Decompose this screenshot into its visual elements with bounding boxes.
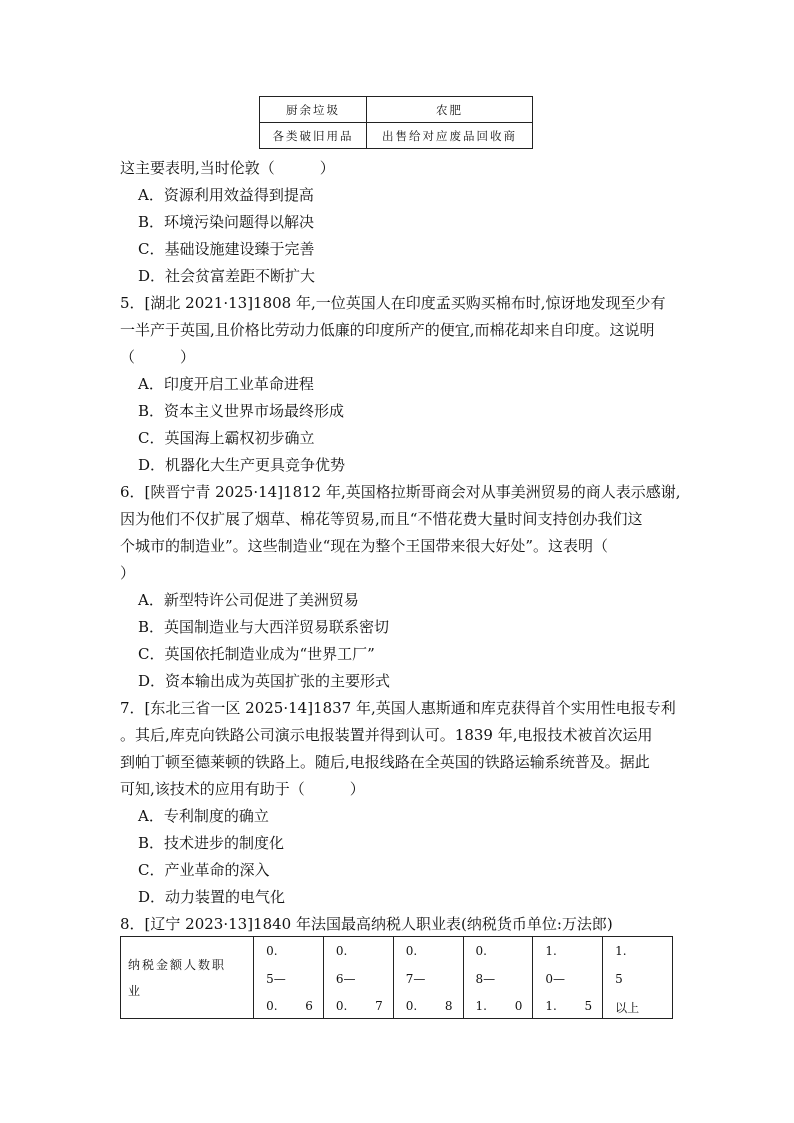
table-cell: 厨余垃圾 (260, 97, 367, 123)
q4-option-a: A．资源利用效益得到提高 (138, 186, 314, 204)
range-start-frac: 7— (405, 972, 426, 986)
q4-option-b: B．环境污染问题得以解决 (138, 213, 315, 231)
range-end-int: 0. (405, 999, 418, 1013)
range-start-int: 0. (405, 944, 418, 958)
q5-option-b: B．资本主义世界市场最终形成 (138, 402, 345, 420)
taxpayer-occupation-table (120, 936, 673, 1019)
range-start-frac: 6— (335, 972, 356, 986)
q7-stem-line-4: 可知,该技术的应用有助于（ ） (120, 780, 365, 798)
q5-stem-line-3: （ ） (120, 348, 196, 366)
table-row (260, 97, 533, 123)
q7-stem-line-2: 。其后,库克向铁路公司演示电报装置并得到认可。1839 年,电报技术被首次运用 (120, 726, 653, 744)
range-end-frac: 8 (444, 999, 453, 1013)
table-header-cell (533, 937, 603, 1019)
range-start-int: 0. (475, 944, 487, 958)
q5-option-a: A．印度开启工业革命进程 (138, 375, 314, 393)
q5-option-d: D．机器化大生产更具竞争优势 (138, 456, 346, 474)
q5-stem-line-2: 一半产于英国,且价格比劳动力低廉的印度所产的便宜,而棉花却来自印度。这说明 (120, 321, 655, 339)
range-start-frac: 5 (615, 972, 623, 986)
q7-option-c: C．产业革命的深入 (138, 861, 270, 879)
table-cell: 各类破旧用品 (260, 123, 367, 149)
q7-option-a: A．专利制度的确立 (138, 807, 269, 825)
range-start-int: 1. (615, 944, 627, 958)
range-end-frac: 0 (514, 999, 523, 1013)
range-start-int: 1. (545, 944, 557, 958)
table-header-cell (463, 937, 533, 1019)
table-header-cell (323, 937, 393, 1019)
table-cell: 农肥 (367, 97, 533, 123)
table-header-cell (393, 937, 463, 1019)
q6-option-d: D．资本输出成为英国扩张的主要形式 (138, 672, 391, 690)
range-start-int: 0. (266, 944, 278, 958)
q5-option-c: C．英国海上霸权初步确立 (138, 429, 315, 447)
waste-disposal-table (259, 96, 533, 149)
q4-stem: 这主要表明,当时伦敦（ ） (120, 159, 335, 177)
q4-option-c: C．基础设施建设臻于完善 (138, 240, 315, 258)
range-start-frac: 8— (475, 972, 496, 986)
table-header-cell (603, 937, 673, 1019)
header-line-1: 纳税金额人数职 (128, 957, 227, 972)
range-end-frac: 7 (375, 999, 383, 1013)
q7-option-b: B．技术进步的制度化 (138, 834, 285, 852)
q6-option-a: A．新型特许公司促进了美洲贸易 (138, 591, 359, 609)
q5-stem-line-1: 5．[湖北 2021·13]1808 年,一位英国人在印度孟买购买棉布时,惊讶地发现至少有 (120, 294, 666, 312)
range-start-frac: 5— (266, 972, 286, 986)
range-end-frac: 5 (584, 999, 593, 1013)
q6-option-c: C．英国依托制造业成为“世界工厂” (138, 645, 375, 663)
q8-stem: 8．[辽宁 2023·13]1840 年法国最高纳税人职业表(纳税货币单位:万法郎) (120, 915, 613, 933)
range-start-int: 0. (335, 944, 348, 958)
header-line-2: 业 (128, 983, 143, 998)
q6-option-b: B．英国制造业与大西洋贸易联系密切 (138, 618, 390, 636)
range-end-int: 0. (335, 999, 348, 1013)
table-header-cell (254, 937, 324, 1019)
range-end-int: 1. (475, 999, 487, 1013)
q6-stem-line-2: 因为他们不仅扩展了烟草、棉花等贸易,而且“不惜花费大量时间支持创办我们这 (120, 510, 643, 528)
q6-stem-line-4: ） (120, 564, 136, 582)
q4-option-d: D．社会贫富差距不断扩大 (138, 267, 316, 285)
range-end-frac: 6 (305, 999, 313, 1013)
range-end-int: 0. (266, 999, 278, 1013)
q7-stem-line-3: 到帕丁顿至德莱顿的铁路上。随后,电报线路在全英国的铁路运输系统普及。据此 (120, 753, 650, 771)
q6-stem-line-3: 个城市的制造业”。这些制造业“现在为整个王国带来很大好处”。这表明（ (120, 537, 609, 555)
table-cell: 出售给对应废品回收商 (367, 123, 533, 149)
table-header-cell (121, 937, 254, 1019)
q7-stem-line-1: 7．[东北三省一区 2025·14]1837 年,英国人惠斯通和库克获得首个实用性电报专利 (120, 699, 676, 717)
q7-option-d: D．动力装置的电气化 (138, 888, 286, 906)
table-row (121, 937, 673, 1019)
q6-stem-line-1: 6．[陕晋宁青 2025·14]1812 年,英国格拉斯哥商会对从事美洲贸易的商人表示感谢, (120, 483, 681, 501)
table-row (260, 123, 533, 149)
range-suffix: 以上 (615, 1001, 640, 1015)
range-start-frac: 0— (545, 972, 565, 986)
range-end-int: 1. (545, 999, 557, 1013)
